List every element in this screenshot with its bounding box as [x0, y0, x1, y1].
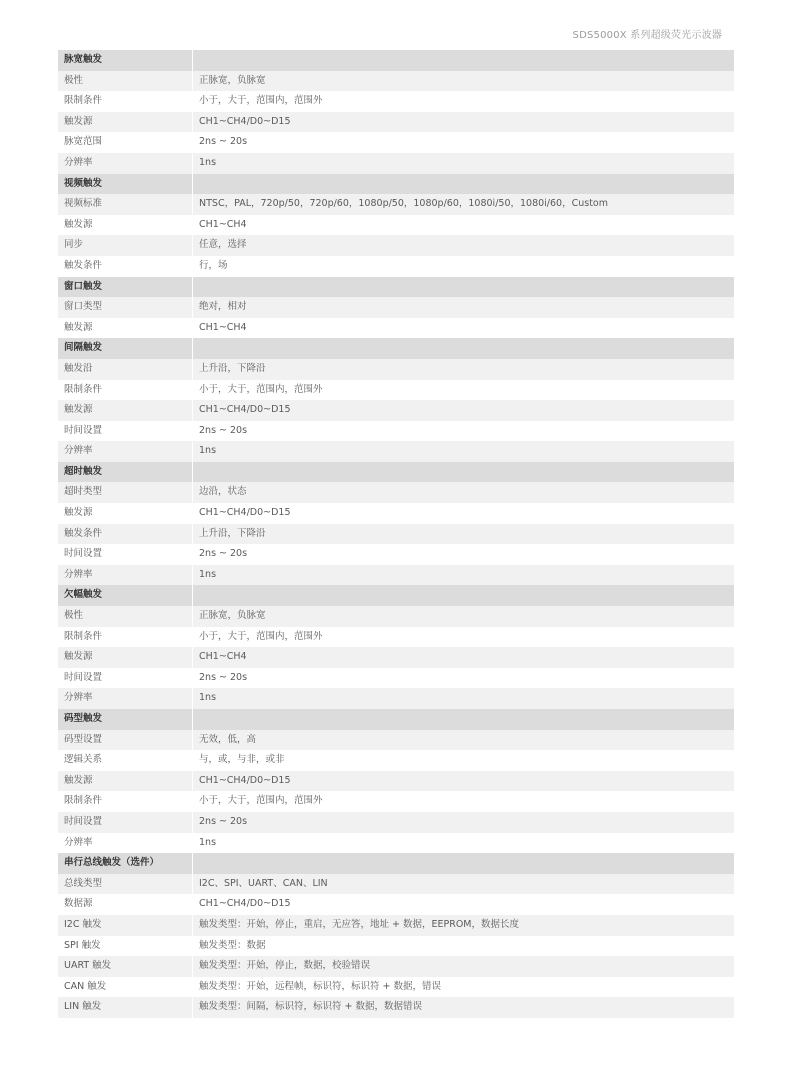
spec-param-value: 小于，大于，范围内，范围外	[193, 791, 735, 812]
spec-param-label: 限制条件	[58, 627, 193, 648]
spec-param-label: 逻辑关系	[58, 750, 193, 771]
spec-row	[58, 194, 734, 215]
spec-row	[58, 936, 734, 957]
spec-param-label: 触发源	[58, 318, 193, 339]
spec-row	[58, 771, 734, 792]
spec-param-label: 触发源	[58, 647, 193, 668]
section-title: 码型触发	[58, 709, 193, 730]
spec-param-value: 1ns	[193, 688, 735, 709]
spec-param-label: 触发条件	[58, 524, 193, 545]
spec-row	[58, 112, 734, 133]
spec-param-value: 上升沿，下降沿	[193, 524, 735, 545]
spec-param-value: 1ns	[193, 441, 735, 462]
spec-row	[58, 874, 734, 895]
section-header-row	[58, 277, 734, 298]
section-header-blank	[193, 853, 735, 874]
spec-param-value: CH1~CH4	[193, 318, 735, 339]
spec-param-label: 分辨率	[58, 153, 193, 174]
section-header-blank	[193, 338, 735, 359]
spec-param-label: 触发源	[58, 112, 193, 133]
spec-row	[58, 400, 734, 421]
spec-param-label: 限制条件	[58, 91, 193, 112]
spec-param-value: 2ns ~ 20s	[193, 421, 735, 442]
spec-param-value: 2ns ~ 20s	[193, 544, 735, 565]
section-header-row	[58, 853, 734, 874]
spec-param-value: 2ns ~ 20s	[193, 812, 735, 833]
spec-param-label: 窗口类型	[58, 297, 193, 318]
spec-param-value: 行，场	[193, 256, 735, 277]
spec-row	[58, 153, 734, 174]
spec-param-value: 触发类型：数据	[193, 936, 735, 957]
spec-param-value: CH1~CH4/D0~D15	[193, 503, 735, 524]
spec-row	[58, 956, 734, 977]
spec-param-label: 脉宽范围	[58, 132, 193, 153]
spec-row	[58, 544, 734, 565]
section-title: 串行总线触发（选件）	[58, 853, 193, 874]
spec-param-value: 1ns	[193, 833, 735, 854]
spec-param-value: NTSC，PAL，720p/50，720p/60，1080p/50，1080p/60，1080i/50，1080i/60，Custom	[193, 194, 735, 215]
spec-row	[58, 627, 734, 648]
section-header-blank	[193, 585, 735, 606]
section-header-row	[58, 174, 734, 195]
spec-param-value: 1ns	[193, 565, 735, 586]
spec-param-label: 超时类型	[58, 482, 193, 503]
spec-row	[58, 647, 734, 668]
spec-row	[58, 503, 734, 524]
spec-param-label: LIN 触发	[58, 997, 193, 1018]
spec-row	[58, 688, 734, 709]
spec-row	[58, 977, 734, 998]
spec-param-value: 边沿，状态	[193, 482, 735, 503]
spec-param-value: 小于，大于，范围内，范围外	[193, 91, 735, 112]
spec-row	[58, 132, 734, 153]
spec-row	[58, 318, 734, 339]
spec-param-value: 2ns ~ 20s	[193, 668, 735, 689]
trigger-spec-table	[58, 50, 734, 1018]
spec-row	[58, 812, 734, 833]
spec-param-label: 限制条件	[58, 791, 193, 812]
section-header-blank	[193, 277, 735, 298]
spec-row	[58, 215, 734, 236]
spec-param-value: CH1~CH4/D0~D15	[193, 771, 735, 792]
spec-param-label: 触发源	[58, 771, 193, 792]
section-header-row	[58, 338, 734, 359]
spec-param-label: 时间设置	[58, 421, 193, 442]
spec-param-value: 2ns ~ 20s	[193, 132, 735, 153]
spec-row	[58, 524, 734, 545]
spec-param-label: SPI 触发	[58, 936, 193, 957]
spec-row	[58, 235, 734, 256]
spec-param-label: 分辨率	[58, 833, 193, 854]
spec-param-label: CAN 触发	[58, 977, 193, 998]
section-title: 窗口触发	[58, 277, 193, 298]
spec-row	[58, 730, 734, 751]
spec-param-label: 触发源	[58, 400, 193, 421]
section-header-blank	[193, 174, 735, 195]
spec-param-value: CH1~CH4	[193, 647, 735, 668]
spec-param-value: 触发类型：开始，停止，数据，校验错误	[193, 956, 735, 977]
spec-param-value: 正脉宽，负脉宽	[193, 606, 735, 627]
section-title: 欠幅触发	[58, 585, 193, 606]
spec-row	[58, 256, 734, 277]
section-header-row	[58, 709, 734, 730]
spec-param-label: I2C 触发	[58, 915, 193, 936]
spec-param-label: 极性	[58, 71, 193, 92]
spec-param-value: 上升沿，下降沿	[193, 359, 735, 380]
spec-param-value: 无效，低，高	[193, 730, 735, 751]
section-title: 视频触发	[58, 174, 193, 195]
spec-param-label: 分辨率	[58, 688, 193, 709]
spec-row	[58, 606, 734, 627]
spec-row	[58, 482, 734, 503]
spec-param-value: 触发类型：间隔，标识符，标识符 + 数据，数据错误	[193, 997, 735, 1018]
spec-row	[58, 421, 734, 442]
spec-param-label: 触发源	[58, 215, 193, 236]
spec-param-label: 数据源	[58, 894, 193, 915]
spec-row	[58, 915, 734, 936]
spec-param-value: 小于，大于，范围内，范围外	[193, 380, 735, 401]
spec-param-label: 总线类型	[58, 874, 193, 895]
spec-param-label: 极性	[58, 606, 193, 627]
spec-row	[58, 791, 734, 812]
spec-param-value: CH1~CH4/D0~D15	[193, 112, 735, 133]
spec-param-value: 小于，大于，范围内，范围外	[193, 627, 735, 648]
spec-param-value: 绝对，相对	[193, 297, 735, 318]
spec-param-label: 触发源	[58, 503, 193, 524]
spec-param-value: 与，或，与非，或非	[193, 750, 735, 771]
spec-row	[58, 833, 734, 854]
section-header-blank	[193, 709, 735, 730]
spec-param-value: 正脉宽，负脉宽	[193, 71, 735, 92]
spec-param-label: 触发条件	[58, 256, 193, 277]
spec-param-value: CH1~CH4/D0~D15	[193, 894, 735, 915]
section-header-row	[58, 585, 734, 606]
spec-param-value: CH1~CH4	[193, 215, 735, 236]
spec-param-label: 限制条件	[58, 380, 193, 401]
spec-row	[58, 297, 734, 318]
spec-param-label: 码型设置	[58, 730, 193, 751]
spec-param-value: 触发类型：开始，停止，重启，无应答，地址 + 数据，EEPROM，数据长度	[193, 915, 735, 936]
spec-param-value: I2C、SPI、UART、CAN、LIN	[193, 874, 735, 895]
spec-param-label: 分辨率	[58, 441, 193, 462]
spec-param-label: 触发沿	[58, 359, 193, 380]
spec-row	[58, 91, 734, 112]
spec-param-value: 任意，选择	[193, 235, 735, 256]
section-header-row	[58, 50, 734, 71]
spec-param-label: 时间设置	[58, 812, 193, 833]
document-header-title: SDS5000X 系列超级荧光示波器	[572, 30, 722, 41]
spec-param-value: CH1~CH4/D0~D15	[193, 400, 735, 421]
spec-row	[58, 441, 734, 462]
spec-row	[58, 359, 734, 380]
spec-row	[58, 894, 734, 915]
spec-row	[58, 750, 734, 771]
spec-table-body	[58, 50, 734, 1018]
spec-param-label: 分辨率	[58, 565, 193, 586]
spec-row	[58, 997, 734, 1018]
section-title: 脉宽触发	[58, 50, 193, 71]
section-title: 超时触发	[58, 462, 193, 483]
spec-param-label: 时间设置	[58, 668, 193, 689]
section-header-row	[58, 462, 734, 483]
spec-param-label: 同步	[58, 235, 193, 256]
spec-param-label: 时间设置	[58, 544, 193, 565]
spec-param-value: 触发类型：开始，远程帧，标识符，标识符 + 数据，错误	[193, 977, 735, 998]
spec-param-label: UART 触发	[58, 956, 193, 977]
spec-row	[58, 380, 734, 401]
section-title: 间隔触发	[58, 338, 193, 359]
section-header-blank	[193, 50, 735, 71]
spec-param-value: 1ns	[193, 153, 735, 174]
spec-row	[58, 565, 734, 586]
spec-param-label: 视频标准	[58, 194, 193, 215]
spec-row	[58, 668, 734, 689]
spec-row	[58, 71, 734, 92]
section-header-blank	[193, 462, 735, 483]
